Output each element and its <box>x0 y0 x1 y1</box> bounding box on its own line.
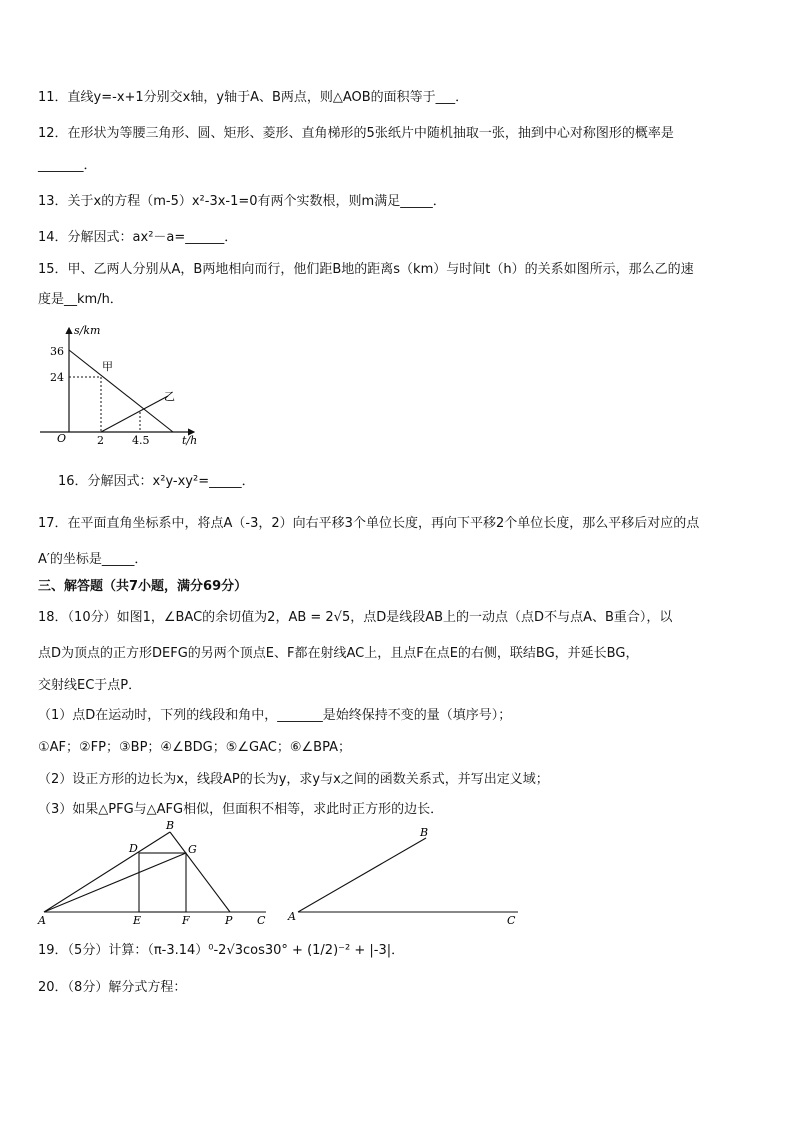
fig18a-label-D: D <box>129 842 138 855</box>
fig18b-label-B: B <box>420 826 429 839</box>
question-11: 11．直线y=-x+1分别交x轴，y轴于A、B两点，则△AOB的面积等于___． <box>38 90 469 105</box>
fig18a-label-E: E <box>133 914 142 927</box>
x-axis-label: t/h <box>182 434 198 447</box>
figure-18-2 <box>286 820 526 930</box>
question-18-part3: （3）如果△PFG与△AFG相似，但面积不相等，求此时正方形的边长． <box>38 802 444 817</box>
x-tick-4-5: 4.5 <box>132 434 150 447</box>
series-yi-label: 乙 <box>164 390 175 403</box>
question-13: 13．关于x的方程（m-5）x²-3x-1=0有两个实数根，则m满足_____． <box>38 194 446 209</box>
question-19: 19．（5分）计算：（π-3.14）⁰-2√3cos30° + (1/2)⁻² + |-3|． <box>38 943 405 958</box>
question-12-line1: 12．在形状为等腰三角形、圆、矩形、菱形、直角梯形的5张纸片中随机抽取一张，抽到中心对称图形的概率是 <box>38 126 674 141</box>
line-jia <box>69 350 173 432</box>
question-18-part1: （1）点D在运动时，下列的线段和角中，_______是始终保持不变的量（填序号）； <box>38 708 512 723</box>
question-17-line1: 17．在平面直角坐标系中，将点A（-3，2）向右平移3个单位长度，再向下平移2个单位长度，那么平移后对应的点 <box>38 516 700 531</box>
fig18a-label-P: P <box>225 914 233 927</box>
y-axis-label: s/km <box>74 324 101 337</box>
section-3-heading: 三、解答题（共7小题，满分69分） <box>38 579 248 594</box>
x-tick-2: 2 <box>97 434 104 447</box>
graph-q15 <box>36 322 206 448</box>
fig18a-label-G: G <box>188 843 197 856</box>
question-18-part2: （2）设正方形的边长为x，线段AP的长为y，求y与x之间的函数关系式，并写出定义域； <box>38 772 549 787</box>
fig18a-label-C: C <box>257 914 266 927</box>
question-18-options: ①AF；②FP；③BP；④∠BDG；⑤∠GAC；⑥∠BPA； <box>38 740 351 755</box>
origin-label: O <box>57 432 67 445</box>
question-15-line2: 度是__km/h． <box>38 292 123 307</box>
fig18a-label-B: B <box>166 820 175 832</box>
question-17-line2: A′的坐标是_____． <box>38 552 148 567</box>
question-12-line2: _______． <box>38 158 97 173</box>
fig18a-label-A: A <box>38 914 46 927</box>
fig18b-label-A: A <box>288 910 296 923</box>
question-18-line2: 点D为顶点的正方形DEFG的另两个顶点E、F都在射线AC上，且点F在点E的右侧，联结BG，并延长BG， <box>38 646 639 661</box>
question-15-line1: 15．甲、乙两人分别从A，B两地相向而行，他们距B地的距离s（km）与时间t（h）的关系如图所示，那么乙的速 <box>38 262 694 277</box>
question-18-line3: 交射线EC于点P． <box>38 678 142 693</box>
question-16: 16．分解因式：x²y-xy²=_____． <box>58 474 255 489</box>
question-18-line1: 18．（10分）如图1，∠BAC的余切值为2，AB = 2√5，点D是线段AB上的一动点（点D不与点A、B重合），以 <box>38 610 673 625</box>
fig18a-label-F: F <box>182 914 190 927</box>
question-14: 14．分解因式：ax²－a=______． <box>38 230 238 245</box>
y-tick-24: 24 <box>50 371 64 384</box>
figure-18-1 <box>36 820 276 930</box>
question-20: 20．（8分）解分式方程： <box>38 980 187 995</box>
y-tick-36: 36 <box>50 345 64 358</box>
series-jia-label: 甲 <box>102 360 113 373</box>
fig18b-label-C: C <box>507 914 516 927</box>
